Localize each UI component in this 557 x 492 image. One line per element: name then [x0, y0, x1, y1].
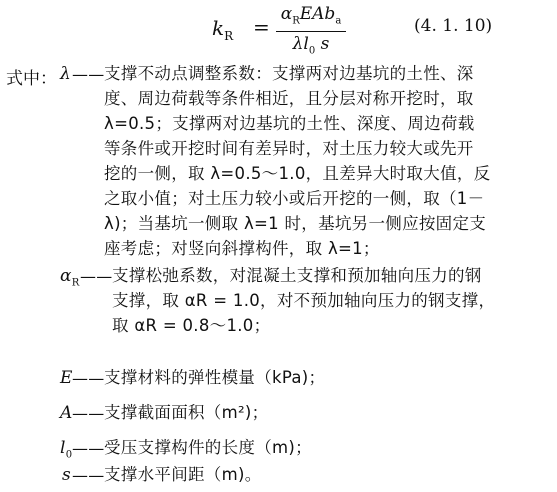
symbol-lambda: λ [60, 64, 72, 84]
symbol-alpha-r: $\alpha_R$ [60, 266, 80, 289]
symbol-e: E [60, 368, 73, 388]
definition-dash: —— [72, 369, 105, 388]
definition-line: 等条件或开挖时间有差异时，对土压力较大或先开 [104, 139, 474, 158]
formula-equals: = [253, 15, 270, 39]
definition-dash: —— [72, 466, 105, 485]
definition-line: 挖的一侧，取 λ=0.5～1.0，且差异大时取大值，反 [104, 164, 491, 183]
definition-dash: —— [80, 267, 113, 286]
equation-number: (4. 1. 10) [414, 16, 493, 36]
definition-line: 度、周边荷载等条件相近，且分层对称开挖时，取 [104, 89, 474, 108]
definition-line: 取 αR = 0.8～1.0； [112, 316, 271, 335]
definition-line: λ)；当基坑一侧取 λ=1 时，基坑另一侧应按固定支 [104, 214, 487, 233]
definition-line: λ=0.5；支撑两对边基坑的土性、深度、周边荷载 [104, 114, 475, 133]
definition-line: 支撑材料的弹性模量（kPa)； [104, 368, 326, 387]
formula-lhs: $k_R$ [212, 16, 234, 43]
definition-line: 座考虑；对竖向斜撑构件，取 λ=1； [104, 239, 380, 258]
definition-line: 支撑不动点调整系数：支撑两对边基坑的土性、深 [104, 64, 474, 83]
formula-fraction [276, 4, 346, 62]
definition-dash: —— [72, 404, 105, 423]
definition-line: 支撑水平间距（m)。 [104, 465, 262, 484]
definition-line: 之取小值；对土压力较小或后开挖的一侧，取（1－ [104, 189, 485, 208]
definition-line: 支撑松弛系数，对混凝土支撑和预加轴向压力的钢 [112, 266, 482, 285]
definition-line: 受压支撑构件的长度（m)； [104, 438, 312, 457]
formula-block [0, 4, 557, 57]
symbol-s: s [62, 465, 72, 485]
symbol-l0: $l_0$ [60, 438, 73, 461]
formula-numerator: $\alpha_REAb_a$ [280, 4, 342, 27]
definition-line: 支撑，取 αR = 1.0，对不预加轴向压力的钢支撑， [112, 291, 496, 310]
definition-line: 支撑截面面积（m²)； [104, 403, 269, 422]
definition-dash: —— [72, 439, 105, 458]
formula-denominator: $\lambda l_0$ s [276, 31, 346, 61]
definition-dash: —— [72, 65, 105, 84]
where-prefix: 式中： [6, 69, 57, 89]
symbol-a: A [60, 403, 73, 423]
